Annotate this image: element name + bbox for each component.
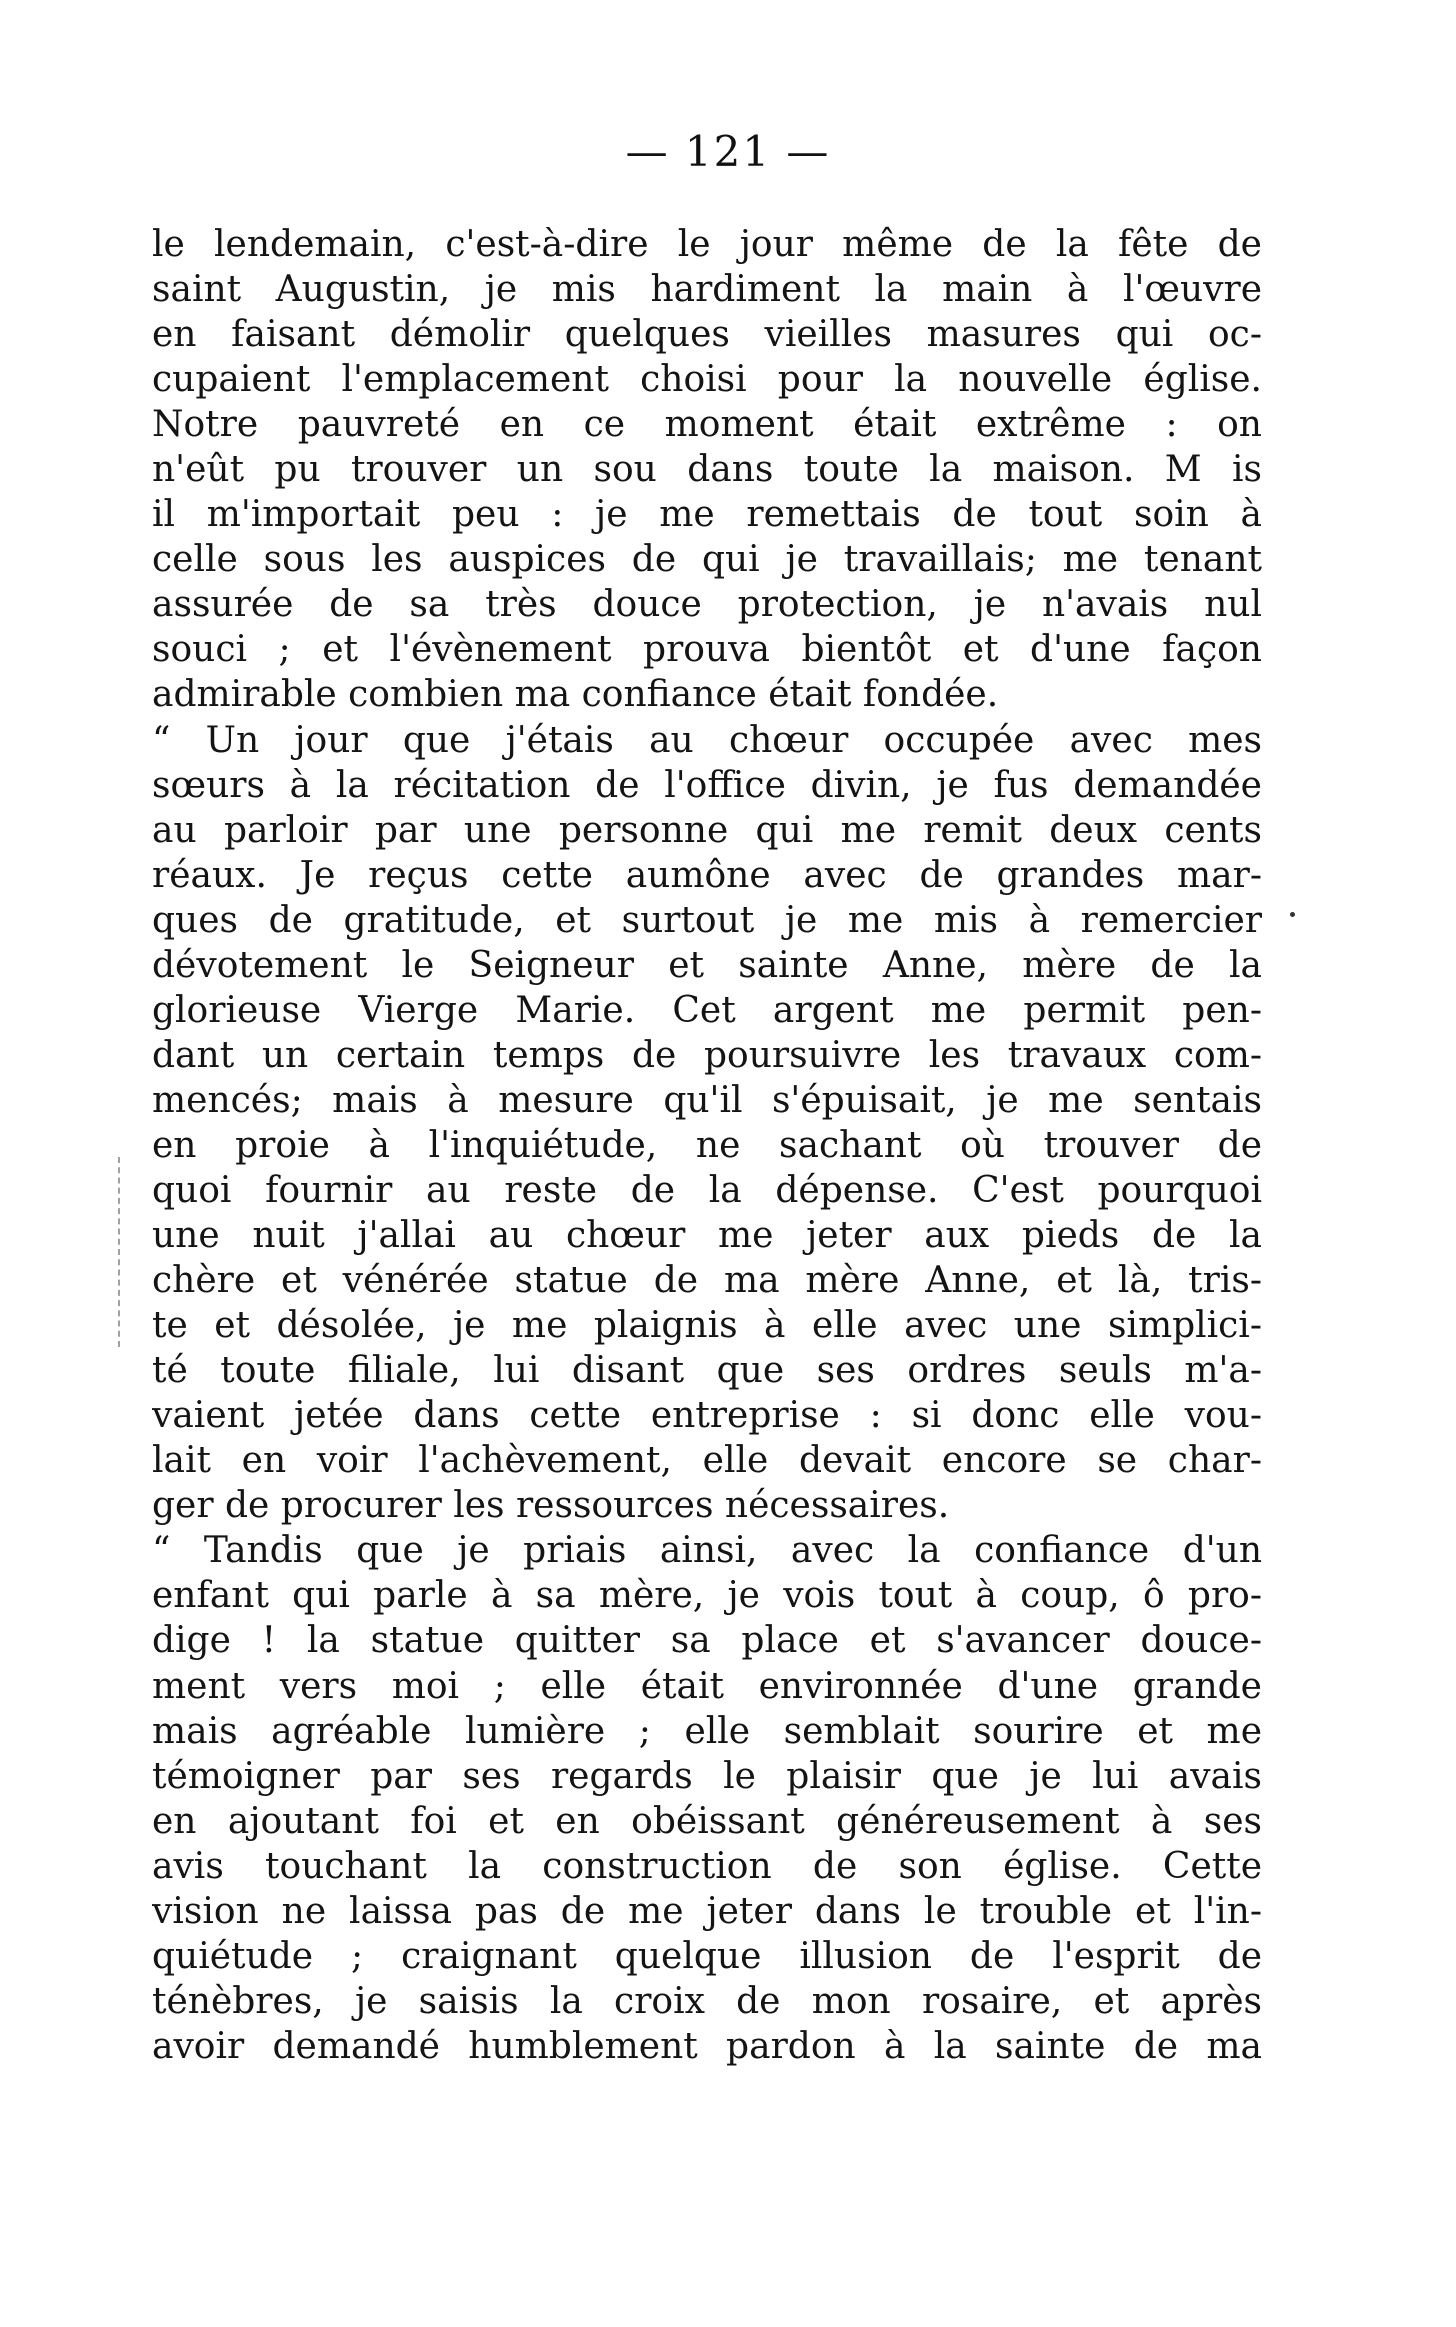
text-line: vaient jetée dans cette entreprise : si donc elle vou- [152, 1395, 1262, 1437]
text-line: n'eût pu trouver un sou dans toute la maison. M is [152, 449, 1262, 491]
text-line: témoigner par ses regards le plaisir que je lui avais [152, 1755, 1262, 1797]
text-line: il m'importait peu : je me remettais de tout soin à [152, 494, 1262, 536]
text-line: celle sous les auspices de qui je travaillais; me tenant [152, 539, 1262, 581]
text-line: mais agréable lumière ; elle semblait sourire et me [152, 1710, 1262, 1752]
text-line: lait en voir l'achèvement, elle devait encore se char- [152, 1440, 1262, 1482]
text-line: avoir demandé humblement pardon à la sainte de ma [152, 2025, 1262, 2067]
text-line: admirable combien ma confiance était fondée. [152, 674, 999, 716]
text-line: souci ; et l'évènement prouva bientôt et d'une façon [152, 629, 1262, 671]
text-line: “ Tandis que je priais ainsi, avec la confiance d'un [152, 1530, 1262, 1572]
text-line: quiétude ; craignant quelque illusion de l'esprit de [152, 1935, 1262, 1977]
text-line: en ajoutant foi et en obéissant généreusement à ses [152, 1800, 1262, 1842]
text-line: quoi fournir au reste de la dépense. C'est pourquoi [152, 1169, 1262, 1211]
text-line: dant un certain temps de poursuivre les travaux com- [152, 1034, 1262, 1076]
text-line: réaux. Je reçus cette aumône avec de grandes mar- [152, 854, 1262, 896]
margin-dot [1290, 912, 1295, 917]
text-line: saint Augustin, je mis hardiment la main à l'œuvre [152, 269, 1262, 311]
page-number: — 121 — [625, 127, 831, 176]
body-text [152, 222, 1262, 2069]
text-line: mencés; mais à mesure qu'il s'épuisait, je me sentais [152, 1079, 1262, 1121]
text-line: le lendemain, c'est-à-dire le jour même de la fête de [152, 224, 1262, 265]
text-line: ténèbres, je saisis la croix de mon rosaire, et après [152, 1980, 1262, 2022]
text-line: assurée de sa très douce protection, je n'avais nul [152, 584, 1262, 626]
text-line: Notre pauvreté en ce moment était extrême : on [152, 404, 1262, 446]
text-line: “ Un jour que j'étais au chœur occupée avec mes [152, 719, 1262, 761]
text-line: dévotement le Seigneur et sainte Anne, mère de la [152, 944, 1262, 986]
text-line: te et désolée, je me plaignis à elle avec une simplici- [152, 1305, 1262, 1347]
text-line: ger de procurer les ressources nécessaires. [152, 1485, 950, 1527]
text-line: une nuit j'allai au chœur me jeter aux pieds de la [152, 1215, 1262, 1257]
text-line: au parloir par une personne qui me remit deux cents [152, 809, 1262, 851]
margin-mark [118, 1157, 122, 1347]
text-line: sœurs à la récitation de l'office divin, je fus demandée [152, 764, 1262, 806]
text-line: cupaient l'emplacement choisi pour la nouvelle église. [152, 359, 1262, 401]
text-line: té toute filiale, lui disant que ses ordres seuls m'a- [152, 1350, 1262, 1392]
text-line: vision ne laissa pas de me jeter dans le trouble et l'in- [152, 1890, 1262, 1932]
text-line: en proie à l'inquiétude, ne sachant où trouver de [152, 1124, 1262, 1166]
text-line: ment vers moi ; elle était environnée d'une grande [152, 1665, 1262, 1707]
text-line: chère et vénérée statue de ma mère Anne, et là, tris- [152, 1260, 1262, 1302]
text-line: glorieuse Vierge Marie. Cet argent me permit pen- [152, 989, 1262, 1031]
text-line: enfant qui parle à sa mère, je vois tout à coup, ô pro- [152, 1575, 1262, 1617]
text-line: en faisant démolir quelques vieilles masures qui oc- [152, 314, 1262, 356]
text-line: avis touchant la construction de son église. Cette [152, 1845, 1262, 1887]
text-line: ques de gratitude, et surtout je me mis à remercier [152, 899, 1262, 941]
text-line: dige ! la statue quitter sa place et s'avancer douce- [152, 1620, 1262, 1662]
